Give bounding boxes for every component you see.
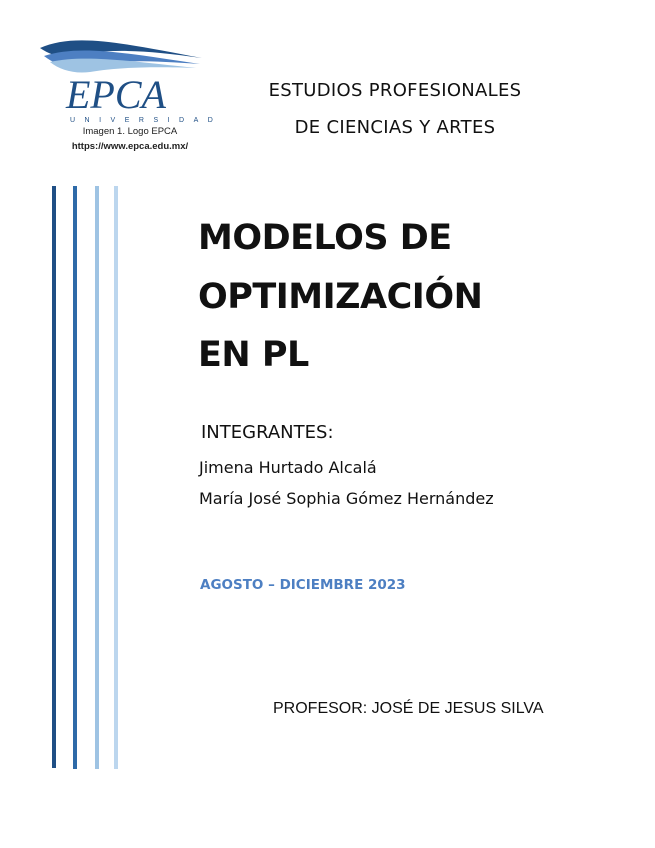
logo-caption: Imagen 1. Logo EPCA bbox=[82, 126, 178, 137]
decorative-stripe-light bbox=[95, 186, 99, 769]
logo-tagline-text: UNIVERSIDAD bbox=[70, 117, 223, 124]
member-name: María José Sophia Gómez Hernández bbox=[199, 489, 494, 508]
institution-line-2: DE CIENCIAS Y ARTES bbox=[294, 117, 496, 138]
logo-brand-text: EPCA bbox=[66, 72, 166, 117]
epca-logo-graphic bbox=[36, 34, 223, 124]
members-label: INTEGRANTES: bbox=[201, 422, 334, 443]
academic-period: AGOSTO – DICIEMBRE 2023 bbox=[200, 577, 406, 593]
document-title-line-1: MODELOS DE bbox=[198, 218, 452, 258]
document-title-line-3: EN PL bbox=[198, 335, 309, 375]
decorative-stripe-lighter bbox=[114, 186, 118, 769]
decorative-stripe-dark bbox=[52, 186, 56, 768]
logo-url: https://www.epca.edu.mx/ bbox=[71, 141, 189, 152]
member-name: Jimena Hurtado Alcalá bbox=[199, 458, 377, 477]
professor-name: PROFESOR: JOSÉ DE JESUS SILVA bbox=[273, 700, 544, 717]
document-title-line-2: OPTIMIZACIÓN bbox=[198, 277, 483, 317]
institution-line-1: ESTUDIOS PROFESIONALES bbox=[268, 80, 522, 101]
epca-logo bbox=[36, 34, 223, 124]
decorative-stripe-mid bbox=[73, 186, 77, 769]
